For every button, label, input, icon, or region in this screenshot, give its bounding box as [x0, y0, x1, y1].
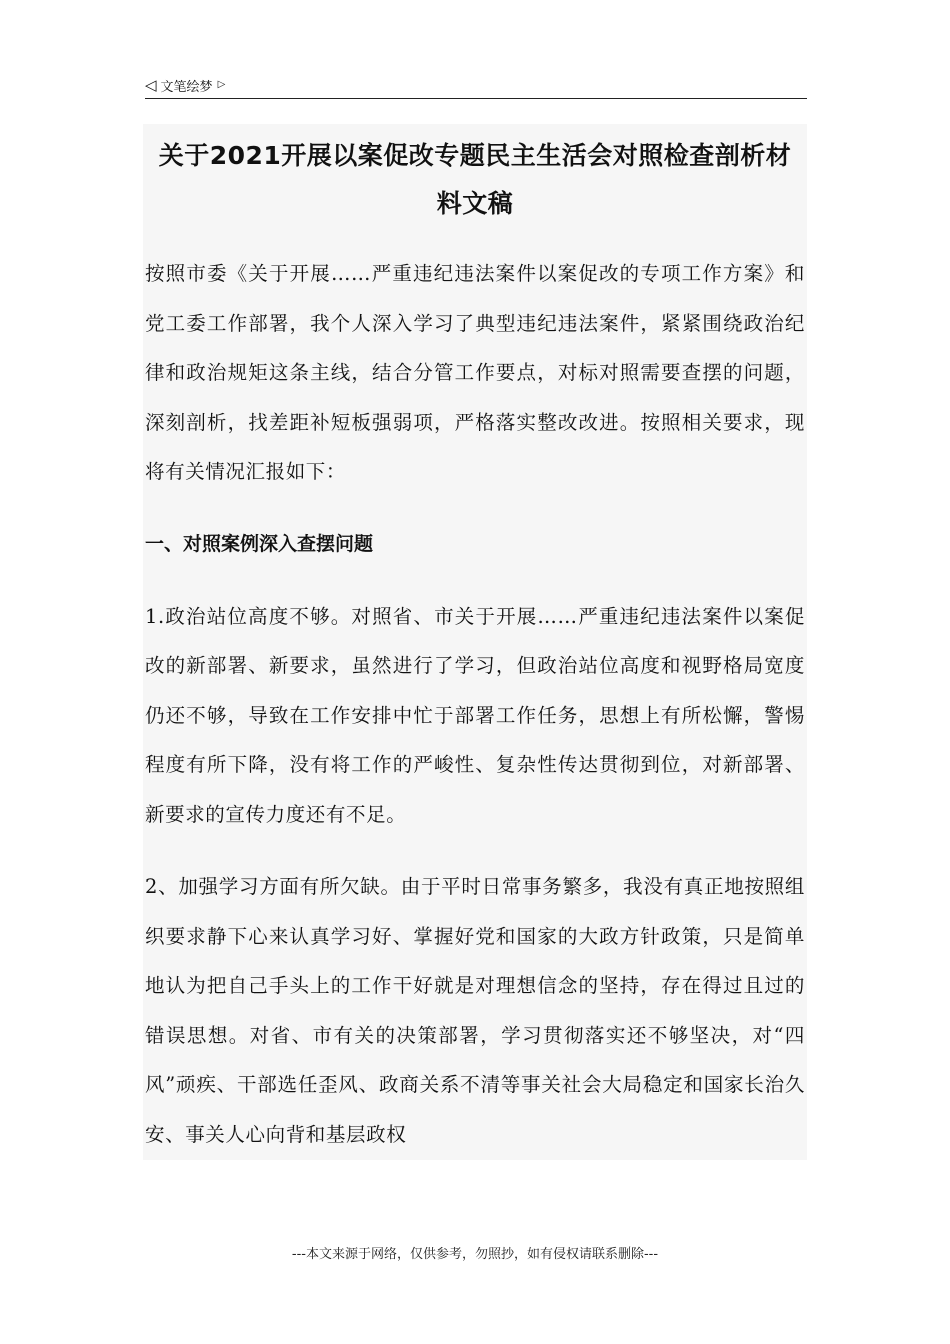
- section-heading: 一、对照案例深入查摆问题: [145, 532, 374, 555]
- triangle-left-icon: ◁: [145, 75, 157, 94]
- triangle-right-icon: ▷: [217, 79, 226, 90]
- intro-paragraph: 按照市委《关于开展……严重违纪违法案件以案促改的专项工作方案》和党工委工作部署，我个人深入学习了典型违纪违法案件，紧紧围绕政治纪律和政治规矩这条主线，结合分管工作要点，对标对照需要查摆的问题，深刻剖析，找差距补短板强弱项，严格落实整改改进。按照相关要求，现将有关情况汇报如下：: [145, 262, 805, 483]
- footer-notice: ---本文来源于网络，仅供参考，勿照抄，如有侵权请联系删除---: [291, 1247, 659, 1262]
- document-body: [143, 124, 807, 1160]
- page-header: [145, 72, 807, 99]
- header-brand: 文笔绘梦: [160, 79, 213, 95]
- item-paragraph-2: 2、加强学习方面有所欠缺。由于平时日常事务繁多，我没有真正地按照组织要求静下心来认真学习好、掌握好党和国家的大政方针政策，只是简单地认为把自己手头上的工作干好就是对理想信念的坚持，存在得过且过的错误思想。对省、市有关的决策部署，学习贯彻落实还不够坚决，对“四风”顽疾、干部选任歪风、政商关系不清等事关社会大局稳定和国家长治久安、事关人心向背和基层政权: [145, 875, 805, 1146]
- document-title: 关于2021开展以案促改专题民主生活会对照检查剖析材料文稿: [158, 141, 792, 218]
- item-paragraph-1: 1.政治站位高度不够。对照省、市关于开展……严重违纪违法案件以案促改的新部署、新要求，虽然进行了学习，但政治站位高度和视野格局宽度仍还不够，导致在工作安排中忙于部署工作任务，思想上有所松懈，警惕程度有所下降，没有将工作的严峻性、复杂性传达贯彻到位，对新部署、新要求的宣传力度还有不足。: [145, 604, 805, 826]
